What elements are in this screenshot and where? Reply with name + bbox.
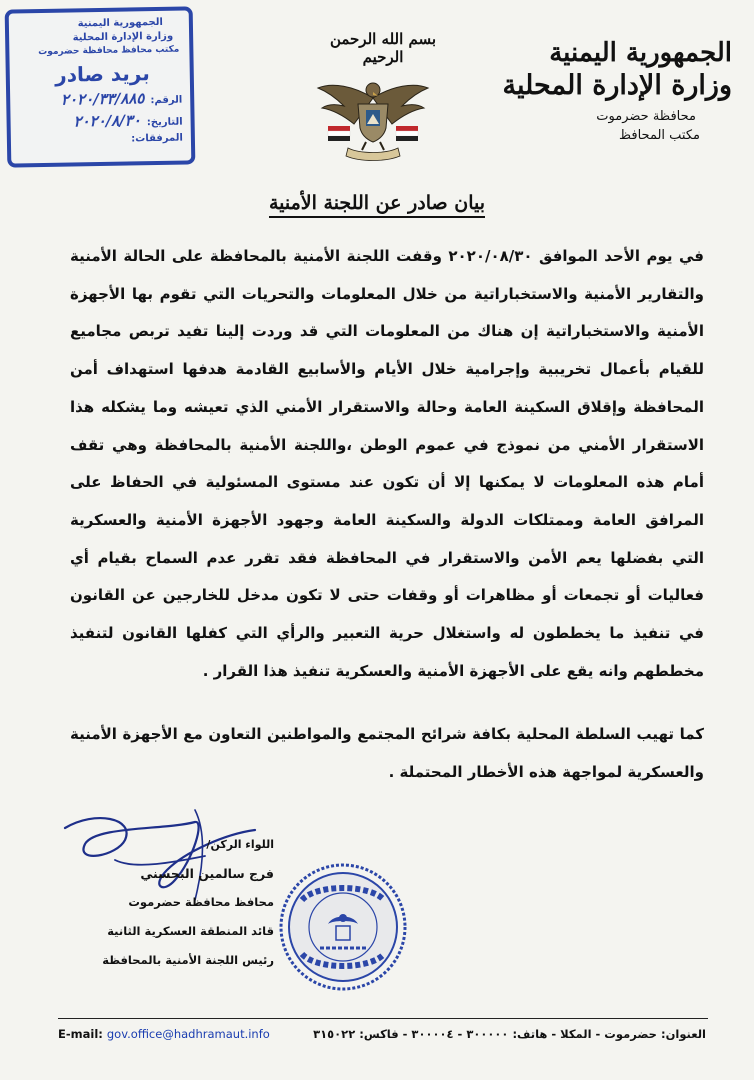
stamp-attachments-label: المرفقات: (131, 132, 183, 145)
signatory-name: فرج سالمين البحسني (140, 866, 274, 881)
official-round-seal (276, 860, 410, 994)
statement-title-text: بيان صادر عن اللجنة الأمنية (269, 192, 485, 218)
footer-address: العنوان: حضرموت - المكلا - هاتف: ٣٠٠٠٠٠ - ٣٠٠٠٠٤ - فاكس: ٣١٥٠٢٢ (313, 1027, 706, 1041)
letterhead (492, 38, 732, 143)
email-label: E-mail: (58, 1027, 103, 1041)
stamp-date-label: التاريخ: (146, 116, 183, 129)
footer-divider (58, 1018, 708, 1019)
stamp-ref-row (10, 89, 182, 110)
statement-title (0, 192, 754, 214)
stamp-label: بريد صادر (54, 61, 150, 87)
stamp-date-value: ٢٠٢٠/٨/٣٠ (73, 111, 141, 131)
ministry-name: وزارة الإدارة المحلية (502, 70, 732, 101)
footer (58, 1027, 706, 1041)
signatory-rank: اللواء الركن/ (206, 838, 274, 851)
republic-name: الجمهورية اليمنية (549, 38, 732, 68)
stamp-date-row (10, 111, 182, 132)
signatory-title-1: محافظ محافظة حضرموت (128, 895, 274, 909)
statement-paragraph-1: في يوم الأحد الموافق ٢٠٢٠/٠٨/٣٠ وقفت اللجنة الأمنية بالمحافظة على الحالة الأمنية والتقارير الأمنية والاستخباراتية من خلال المعلومات والتحريات التي تقوم بها الأجهزة الأمنية والاستخباراتية إن هناك من المعلومات التي قد وردت إلينا تفيد تربص مجاميع للقيام بأعمال تخريبية وإجرامية خلال الأيام والأسابيع القادمة هدفها استهداف أمن المحافظة وإقلاق السكينة العامة وحالة والاستقرار الأمني الذي تعيشه وما يشكله هذا الاستقرار الأمني من نموذج في عموم الوطن ،واللجنة الأمنية بالمحافظة وهي تقف أمام هذه المعلومات لا يمكنها إلا أن تكون عند مستوى المسئولية في الحفاظ على المرافق العامة وممتلكات الدولة والسكينة العامة وجهود الأجهزة الأمنية والعسكرية التي بفضلها يعم الأمن والاستقرار في المحافظة فقد تقرر عدم السماح بقيام أي فعاليات أو تجمعات أو مظاهرات أو وقفات حتى لا تكون مدخل للخارجين عن القانون في تنفيذ ما يخططون له واستغلال حرية التعبير والرأي التي كفلها القانون لتنفيذ مخططهم وانه يقع على الأجهزة الأمنية والعسكرية تنفيذ هذا القرار . (70, 247, 705, 680)
stamp-attachments-row (11, 133, 183, 147)
stamp-republic: الجمهورية اليمنية (77, 16, 163, 30)
statement-paragraph-2: كما تهيب السلطة المحلية بكافة شرائح المجتمع والمواطنين التعاون مع الأجهزة الأمنية والعسكرية لمواجهة هذه الأخطار المحتملة . (70, 725, 704, 782)
office-name: مكتب المحافظ (619, 128, 700, 143)
yemen-eagle-emblem-icon (314, 68, 432, 168)
stamp-office: مكتب محافظ محافظة حضرموت (38, 44, 180, 58)
statement-body (70, 238, 704, 792)
signatory-title-2: قائد المنطقة العسكرية الثانية (107, 924, 274, 938)
outgoing-mail-stamp (5, 6, 196, 167)
signatory-block (74, 830, 274, 975)
stamp-ministry: وزارة الإدارة المحلية (72, 30, 174, 44)
basmala-calligraphy: بسم الله الرحمن الرحيم (329, 30, 437, 66)
stamp-ref-value: ٢٠٢٠/٣٣/٨٨٥ (60, 89, 145, 109)
signatory-title-3: رئيس اللجنة الأمنية بالمحافظة (102, 953, 274, 967)
email-link[interactable]: gov.office@hadhramaut.info (106, 1027, 270, 1041)
footer-email (58, 1027, 270, 1041)
stamp-ref-label: الرقم: (150, 94, 183, 107)
governorate-name: محافظة حضرموت (596, 109, 696, 124)
